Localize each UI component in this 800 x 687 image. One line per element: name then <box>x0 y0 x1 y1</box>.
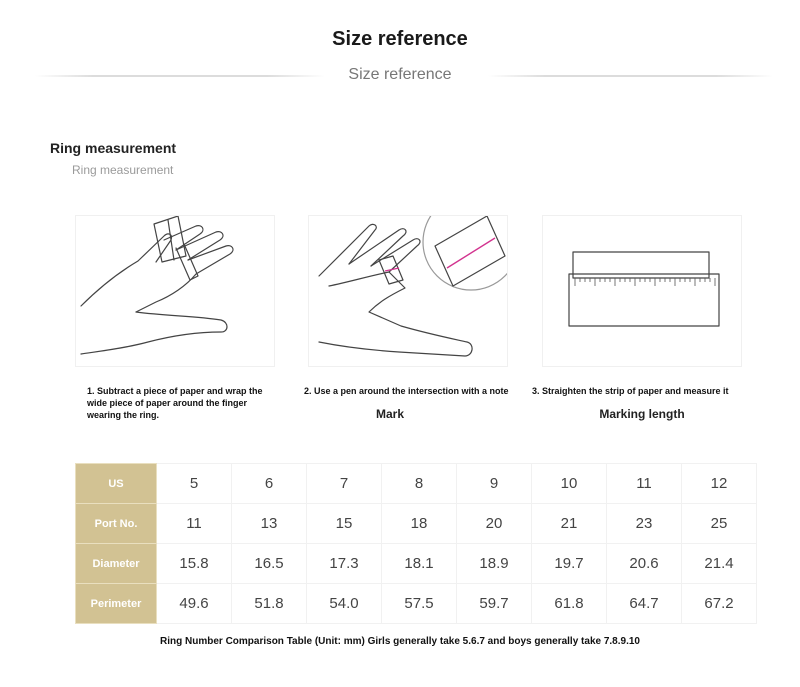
table-cell: 15 <box>307 504 382 544</box>
table-cell: 23 <box>607 504 682 544</box>
table-cell: 51.8 <box>232 584 307 624</box>
table-cell: 6 <box>232 464 307 504</box>
divider-right <box>488 75 773 77</box>
step-1-image <box>75 215 275 367</box>
table-cell: 25 <box>682 504 757 544</box>
table-cell: 20.6 <box>607 544 682 584</box>
table-cell: 8 <box>382 464 457 504</box>
section-subtitle: Ring measurement <box>72 163 174 177</box>
section-title: Ring measurement <box>50 140 177 156</box>
table-cell: 18.1 <box>382 544 457 584</box>
row-header: Diameter <box>76 544 157 584</box>
step-2-label: Mark <box>375 407 404 421</box>
page-subtitle: Size reference <box>348 66 452 83</box>
table-cell: 16.5 <box>232 544 307 584</box>
table-cell: 18.9 <box>457 544 532 584</box>
step-1-text: 1. Subtract a piece of paper and wrap the wide piece of paper around the finger wearing the ring. <box>87 386 263 420</box>
table-cell: 12 <box>682 464 757 504</box>
table-cell: 67.2 <box>682 584 757 624</box>
step-3-label: Marking length <box>599 407 685 421</box>
table-cell: 17.3 <box>307 544 382 584</box>
table-cell: 54.0 <box>307 584 382 624</box>
table-cell: 49.6 <box>157 584 232 624</box>
table-cell: 21 <box>532 504 607 544</box>
row-header: Perimeter <box>76 584 157 624</box>
table-cell: 10 <box>532 464 607 504</box>
size-table <box>75 463 757 624</box>
step-2-text: 2. Use a pen around the intersection with a note <box>304 386 509 396</box>
table-row <box>76 464 757 504</box>
step-2-image <box>308 215 508 367</box>
row-header: US <box>76 464 157 504</box>
table-cell: 59.7 <box>457 584 532 624</box>
table-cell: 11 <box>157 504 232 544</box>
table-row <box>76 504 757 544</box>
table-cell: 61.8 <box>532 584 607 624</box>
table-row <box>76 544 757 584</box>
table-caption: Ring Number Comparison Table (Unit: mm) Girls generally take 5.6.7 and boys generally take 7.8.9.10 <box>160 636 640 647</box>
table-cell: 11 <box>607 464 682 504</box>
table-cell: 18 <box>382 504 457 544</box>
table-cell: 7 <box>307 464 382 504</box>
hand-mark-illustration <box>309 216 507 366</box>
table-cell: 19.7 <box>532 544 607 584</box>
ruler-illustration <box>543 216 741 366</box>
step-3-image <box>542 215 742 367</box>
table-cell: 13 <box>232 504 307 544</box>
table-cell: 5 <box>157 464 232 504</box>
table-cell: 57.5 <box>382 584 457 624</box>
hand-wrap-illustration <box>76 216 274 366</box>
table-row <box>76 584 757 624</box>
page-title: Size reference <box>332 28 468 50</box>
table-cell: 64.7 <box>607 584 682 624</box>
table-cell: 9 <box>457 464 532 504</box>
table-cell: 20 <box>457 504 532 544</box>
step-3-text: 3. Straighten the strip of paper and measure it <box>532 386 729 396</box>
table-cell: 21.4 <box>682 544 757 584</box>
row-header: Port No. <box>76 504 157 544</box>
table-cell: 15.8 <box>157 544 232 584</box>
